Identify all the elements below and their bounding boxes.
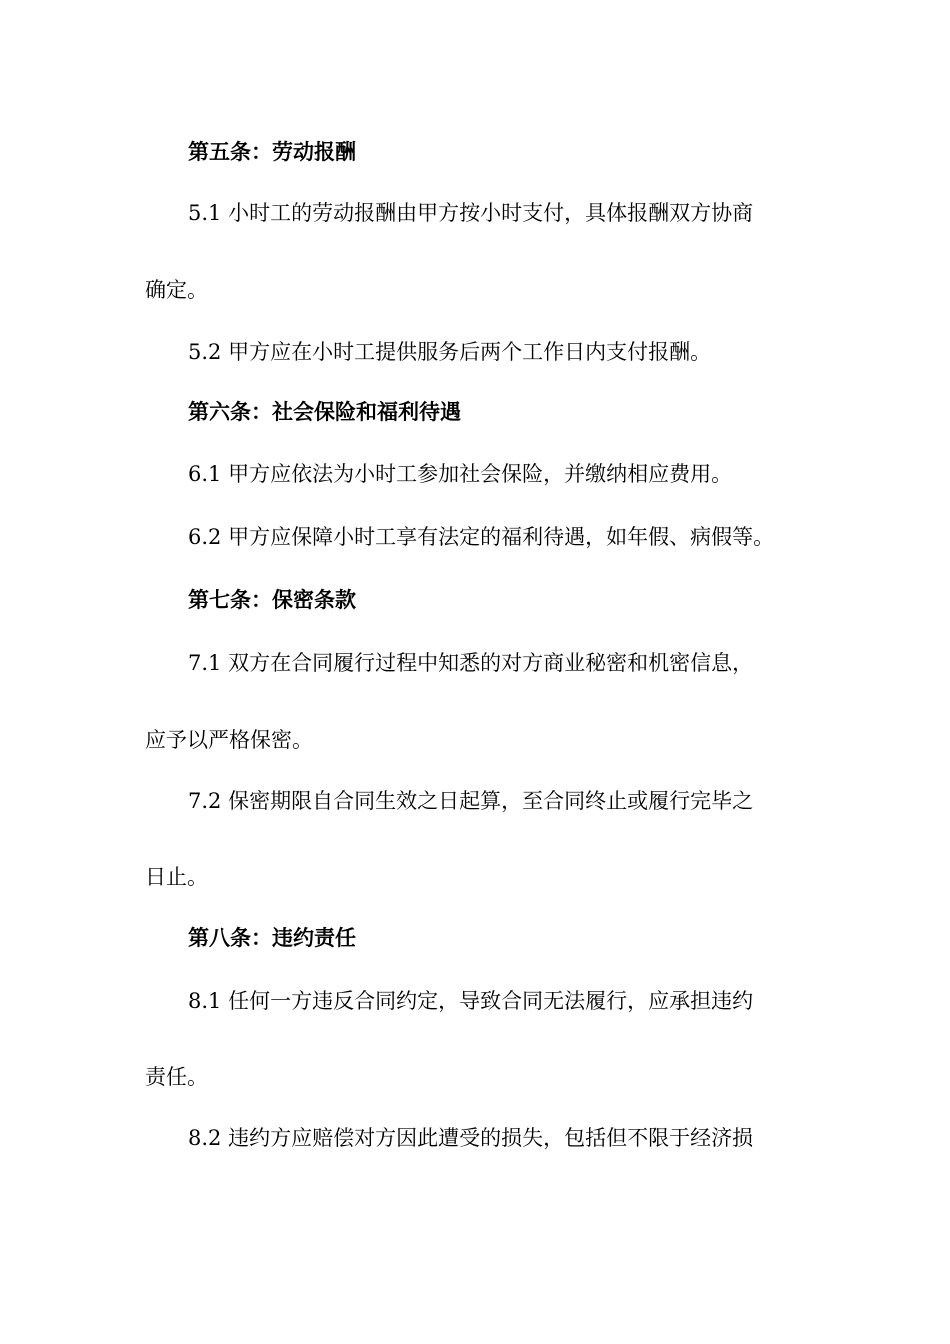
section-heading-7: 第七条：保密条款 xyxy=(188,588,356,612)
clause-7-2-line-1: 7.2 保密期限自合同生效之日起算，至合同终止或履行完毕之 xyxy=(188,789,754,813)
clause-6-2-line-1: 6.2 甲方应保障小时工享有法定的福利待遇，如年假、病假等。 xyxy=(188,525,775,549)
section-heading-8: 第八条：违约责任 xyxy=(188,926,356,950)
clause-6-1-line-1: 6.1 甲方应依法为小时工参加社会保险，并缴纳相应费用。 xyxy=(188,462,733,486)
section-heading-6: 第六条：社会保险和福利待遇 xyxy=(188,400,461,424)
clause-8-2-line-1: 8.2 违约方应赔偿对方因此遭受的损失，包括但不限于经济损 xyxy=(188,1126,754,1150)
clause-7-1-line-2: 应予以严格保密。 xyxy=(145,728,313,752)
section-heading-5: 第五条：劳动报酬 xyxy=(188,140,356,164)
clause-7-2-line-2: 日止。 xyxy=(145,865,208,889)
clause-8-1-line-2: 责任。 xyxy=(145,1065,208,1089)
clause-8-1-line-1: 8.1 任何一方违反合同约定，导致合同无法履行，应承担违约 xyxy=(188,989,754,1013)
clause-5-1-line-2: 确定。 xyxy=(145,278,208,302)
clause-5-1-line-1: 5.1 小时工的劳动报酬由甲方按小时支付，具体报酬双方协商 xyxy=(188,201,754,225)
clause-7-1-line-1: 7.1 双方在合同履行过程中知悉的对方商业秘密和机密信息， xyxy=(188,651,754,675)
clause-5-2-line-1: 5.2 甲方应在小时工提供服务后两个工作日内支付报酬。 xyxy=(188,340,712,364)
